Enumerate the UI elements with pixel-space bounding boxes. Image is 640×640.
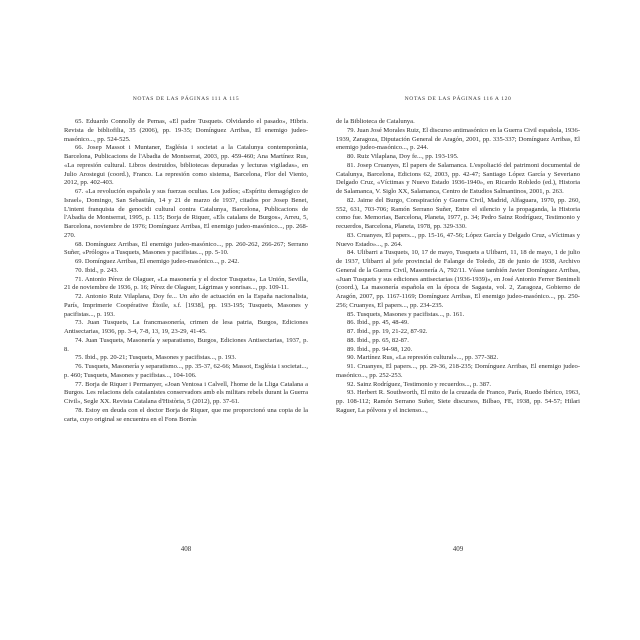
note-76: 76. Tusquets, Masonería y separatismo..., pp. 35-37, 62-66; Massot, Església i societat..., p. 460; Tusquets, Masones y pacifistas..., 104-106. — [64, 363, 308, 379]
note-80: 80. Ruiz Vilaplana, Doy fe..., pp. 193-195. — [347, 153, 459, 160]
note-77: 77. Borja de Riquer i Permanyer, «Joan Ventosa i Calvell, l'home de la Lliga Catalana a Burgos. Les relacions dels catalanistes conservadors amb els militars rebels durant la Guerra Civil», Segle XX. Revista Catalana d'Història, 5 (2012), pp. 37-61. — [64, 380, 308, 405]
note-92: 92. Sainz Rodríguez, Testimonio y recuerdos..., p. 387. — [347, 380, 491, 388]
note-69: 69. Domínguez Arribas, El enemigo judeo-masónico..., p. 242. — [75, 258, 240, 265]
note-81: 81. Josep Cruanyes, El papers de Salamanca. L'espoliació del patrimoni documental de Catalunya, Barcelona, Edicions 62, 2003, pp. 42-47; Santiago López García y Severiano Delgado Cruz, «Víctimas y Nuevo Estado 1936-1940», en Ricardo Robledo (ed.), Historia de Salamanca, V. Siglo XX, Salamanca, Centro de Estudios Salmantinos, 2001, p. 263. — [336, 161, 580, 195]
note-85: 85. Tusquets, Masones y pacifistas..., p. 161. — [347, 310, 465, 318]
notes-list — [336, 118, 580, 416]
note-83: 83. Cruanyes, El papers..., pp. 15-16, 47-56; López García y Delgado Cruz, «Víctimas y Nuevo Estado»..., p. 264. — [336, 231, 580, 248]
note-91: 91. Cruanyes, El papers..., pp. 29-36, 218-235; Domínguez Arribas, El enemigo judeo-masónico..., pp. 252-253. — [336, 363, 580, 379]
page-number: 408 — [180, 545, 192, 553]
note-78-continued: de la Biblioteca de Catalunya. — [336, 118, 415, 125]
page-number: 409 — [452, 545, 464, 553]
note-88: 88. Ibid., pp. 65, 82-87. — [347, 336, 409, 344]
note-84: 84. Ulibarri a Tusquets, 10, 17 de mayo, Tusquets a Ulibarri, 11, 18 de mayo, 1 de julio de 1937, Ulibarri al jefe provincial de Falange de Toledo, 28 de junio de 1938, Archivo General de la Guerra Civil, Masonería A, 792/11. Véase también Javier Domínguez Arribas, «Juan Tusquets y sus ediciones antisectarias (1936-1939)», en José Antonio Ferrer Benimeli (coord.), La masonería española en la época de Sagasta, vol. 2, Zaragoza, Gobierno de Aragón, 2007, pp. 1167-1169; Domínguez Arribas, El enemigo judeo-masónico..., pp. 250-256; Cruanyes, El papers..., pp. 234-235. — [336, 249, 580, 309]
note-90: 90. Martínez Rus, «La represión cultural»..., pp. 377-382. — [347, 354, 499, 362]
note-86: 86. Ibid., pp. 45, 48-49. — [347, 319, 409, 327]
note-71: 71. Antonio Pérez de Olaguer, «La masonería y el doctor Tusquets», La Unión, Sevilla, 21 de noviembre de 1936, p. 16; Pérez de Olaguer, Lágrimas y sonrisas..., pp. 109-11. — [64, 275, 308, 292]
notes-list — [64, 118, 308, 424]
note-66: 66. Josep Massot i Muntaner, Església i societat a la Catalunya contemporània, Barcelona, Publicacions de l'Abadia de Montserrat, 2003, pp. 459-460; Ana Martínez Rus, «La represión cultural. Libros destruidos, bibliotecas depuradas y lecturas vigiladas», en Julio Arostegui (coord.), Franco. La represión como sistema, Barcelona, Flor del Viento, 2012, pp. 402-403. — [64, 144, 308, 187]
note-78: 78. Estoy en deuda con el doctor Borja de Riquer, que me proporcionó una copia de la carta, cuyo original se encuentra en el Fons Borràs — [64, 406, 308, 423]
running-head: NOTAS DE LAS PÁGINAS 116 A 120 — [404, 96, 512, 102]
right-page — [336, 96, 580, 576]
left-page — [64, 96, 308, 576]
note-67: 67. «La revolución española y sus fuerzas ocultas. Los judíos; «Espíritu demagógico de Israel», Domingo, San Sebastián, 14 y 21 de marzo de 1937, citados por Josep Benet, L'intent franquista de genocidi cultural contra Catalunya, Barcelona, Publicacions de l'Abadia de Montserrat, 1995, p. 115; Borja de Riquer, «Els catalans de Burgos», Arreu, 5, Barcelona, noviembre de 1976; Domínguez Arribas, El enemigo judeo-masónico..., pp. 268-270. — [64, 188, 308, 239]
note-68: 68. Domínguez Arribas, El enemigo judeo-masónico..., pp. 260-262, 266-267; Serrano Suñer, «Prólogo» a Tusquets, Masones y pacifistas..., pp. 5-10. — [64, 240, 308, 257]
note-65: 65. Eduardo Connolly de Pernas, «El padre Tusquets. Olvidando el pasado», Hibris. Revista de bibliofilia, 35 (2006), pp. 19-35; Domínguez Arribas, El enemigo judeo-masónico..., pp. 524-525. — [64, 118, 308, 143]
running-head: NOTAS DE LAS PÁGINAS 111 A 115 — [132, 96, 240, 102]
note-93: 93. Herbert R. Southworth, El mito de la cruzada de Franco, París, Ruedo Ibérico, 1963, pp. 108-112; Ramón Serrano Suñer, Siete discursos, Bilbao, FE, 1938, pp. 54-57; Hilari Raguer, La pólvora y el incienso..., — [336, 389, 580, 414]
note-89: 89. Ibid., pp. 94-98, 120. — [347, 345, 413, 353]
note-75: 75. Ibid., pp. 20-21; Tusquets, Masones y pacifistas..., p. 193. — [75, 354, 237, 362]
note-72: 72. Antonio Ruiz Vilaplana, Doy fe... Un año de actuación en la España nacionalista, París, Imprimerie Coopérative Étoile, s.f. [1938], pp. 193-195; Tusquets, Masones y pacifistas..., p. 193. — [64, 293, 308, 318]
note-87: 87. Ibid., pp. 19, 21-22, 87-92. — [347, 328, 428, 335]
note-73: 73. Juan Tusquets, La francmasonería, crimen de lesa patria, Burgos, Ediciones Antisectarias, 1936, pp. 3-4, 7-8, 13, 19, 23-29, 41-45. — [64, 319, 308, 335]
note-74: 74. Juan Tusquets, Masonería y separatismo, Burgos, Ediciones Antisectarias, 1937, p. 8. — [64, 336, 308, 353]
note-70: 70. Ibid., p. 243. — [75, 266, 119, 274]
note-79: 79. Juan José Morales Ruiz, El discurso antimasónico en la Guerra Civil española, 1936-1939, Zaragoza, Diputación General de Aragón, 2001, pp. 335-337; Domínguez Arribas, El enemigo judeo-masónico..., p. 244. — [336, 126, 580, 152]
note-82: 82. Jaime del Burgo, Conspiración y Guerra Civil, Madrid, Alfaguara, 1970, pp. 260, 552, 631, 703-706; Ramón Serrano Suñer, Entre el silencio y la propaganda, la Historia como fue. Memorias, Barcelona, Planeta, 1977, p. 34; Pedro Sainz Rodríguez, Testimonio y recuerdos, Barcelona, Planeta, 1978, pp. 329-330. — [336, 196, 580, 230]
